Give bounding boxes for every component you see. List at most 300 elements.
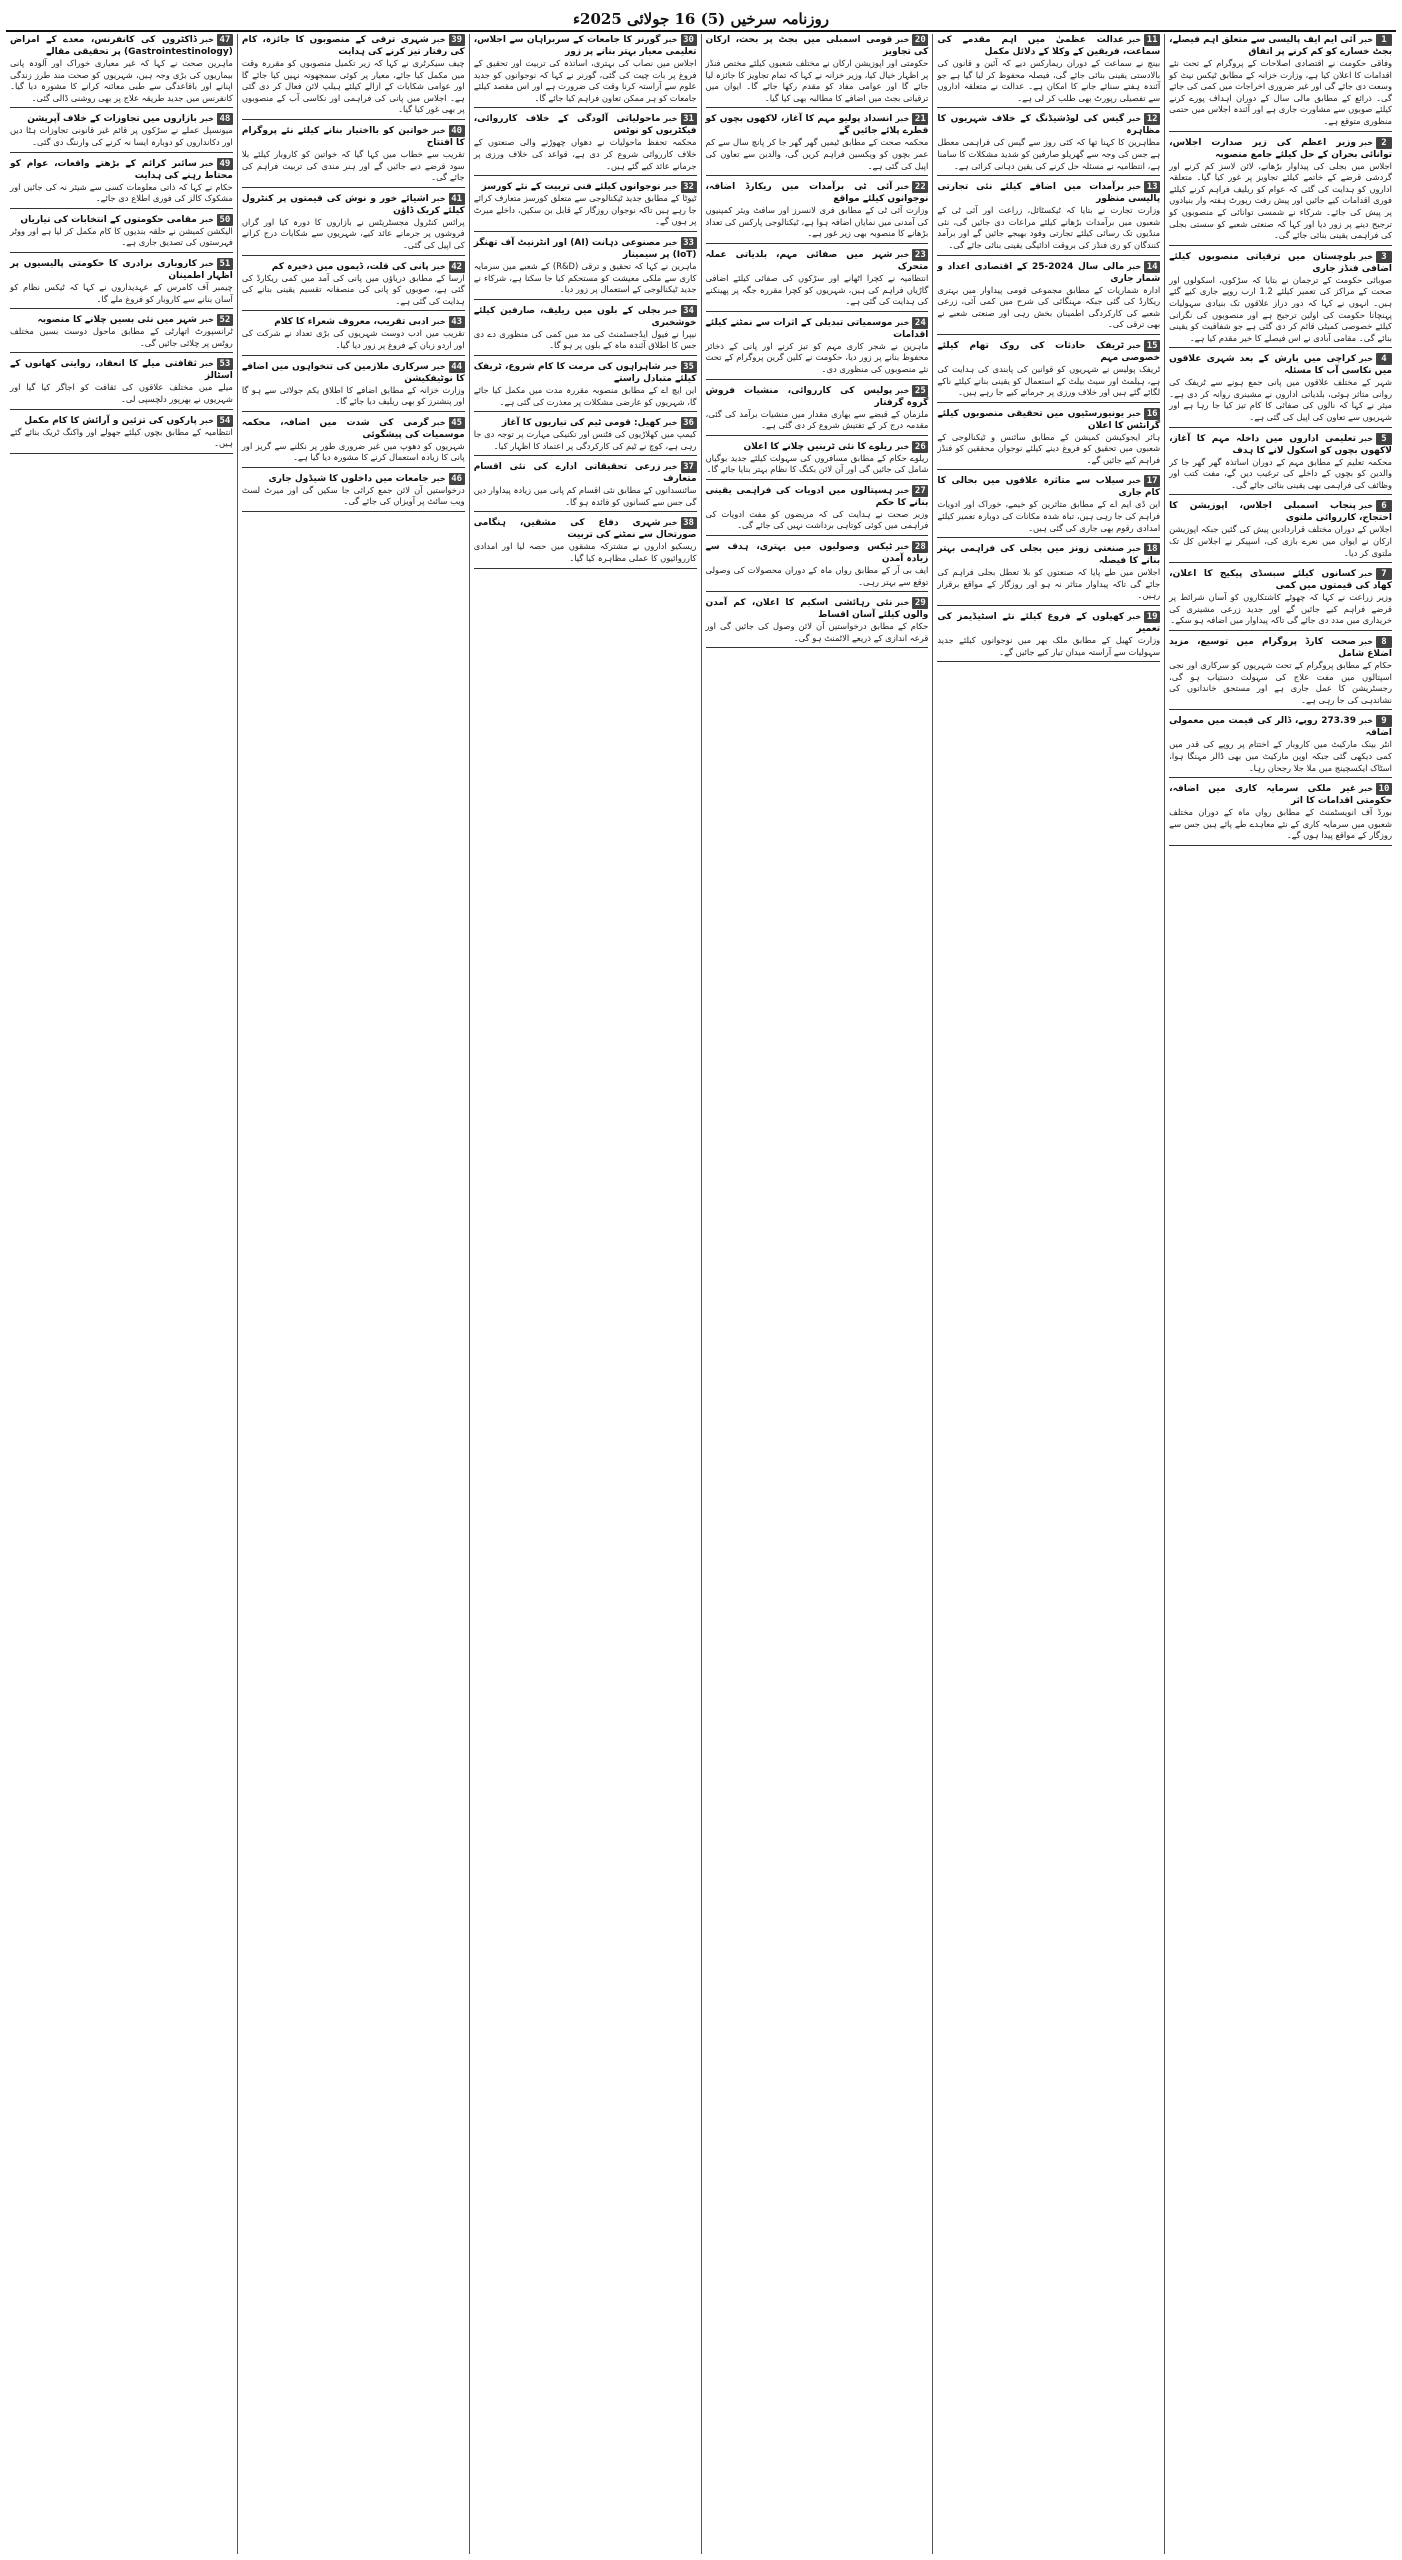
news-item-headline-text: گیس کی لوڈشیڈنگ کے خلاف شہریوں کا مظاہرہ bbox=[937, 114, 1161, 137]
news-item-body: میلے میں مختلف علاقوں کی ثقافت کو اجاگر کیا گیا اور شہریوں نے بھرپور دلچسپی لی۔ bbox=[10, 382, 233, 404]
news-item bbox=[242, 34, 465, 120]
news-item bbox=[1169, 251, 1392, 349]
news-item-number-badge: 14 bbox=[1144, 261, 1160, 273]
news-item-number-badge: 9 bbox=[1376, 715, 1392, 727]
item-divider bbox=[474, 175, 697, 176]
news-item-heading bbox=[706, 181, 929, 205]
news-item-body: حکام کے مطابق پروگرام کے تحت شہریوں کو سرکاری اور نجی اسپتالوں میں مفت علاج کی سہولت دستیاب ہو گی، رجسٹریشن کا عمل جاری ہے اور مستحق خاندانوں کی نشاندہی کی جا رہی ہے۔ bbox=[1169, 660, 1392, 705]
news-item-label: خبر bbox=[1358, 784, 1373, 794]
news-item bbox=[706, 317, 929, 380]
item-divider bbox=[242, 411, 465, 412]
news-item bbox=[474, 34, 697, 108]
news-item-body: وفاقی حکومت نے اقتصادی اصلاحات کے پروگرام کے تحت نئے اقدامات کا اعلان کیا ہے، وزارت خزانہ کے مطابق ٹیکس نیٹ کو وسعت دی جائے گی اور غیر ضروری اخراجات میں کمی کی جائے گی۔ ذرائع کے مطابق مالی سال کے دوران اہداف پورے کرنے کیلئے صوبوں سے مشاورت جاری ہے اور آئندہ اجلاس میں حتمی منظوری متوقع ہے۔ bbox=[1169, 58, 1392, 126]
news-item-label: خبر bbox=[895, 598, 910, 608]
news-item-label: خبر bbox=[895, 317, 910, 327]
news-item-headline-text: صنعتی زونز میں بجلی کی فراہمی بہتر بنانے کا فیصلہ bbox=[937, 544, 1161, 567]
news-item-headline-text: شہری ترقی کے منصوبوں کا جائزہ، کام کی رفتار تیز کرنے کی ہدایت bbox=[241, 35, 465, 57]
news-item-heading bbox=[1169, 251, 1392, 275]
news-item-heading bbox=[10, 258, 233, 282]
news-item-label: خبر bbox=[663, 35, 678, 44]
news-item-number-badge: 16 bbox=[1144, 408, 1160, 420]
item-divider bbox=[1169, 427, 1392, 428]
news-item-headline-text: ڈاکٹروں کی کانفرنس، معدے کے امراض (Gastrointestinology) پر تحقیقی مقالے bbox=[10, 35, 233, 57]
news-item-body: ٹیوٹا کے مطابق جدید ٹیکنالوجی سے متعلق کورسز متعارف کرائے جا رہے ہیں تاکہ نوجوان روزگار کے قابل بن سکیں، داخلے میرٹ پر ہوں گے۔ bbox=[473, 193, 697, 227]
news-item-label: خبر bbox=[663, 361, 678, 371]
news-item bbox=[706, 441, 929, 480]
news-item-heading bbox=[242, 361, 465, 385]
news-item-number-badge: 36 bbox=[681, 417, 697, 429]
news-item-body: ماہرین نے شجر کاری مہم کو تیز کرنے اور پانی کے ذخائر محفوظ بنانے پر زور دیا، حکومت نے کلین گرین پروگرام کے تحت نئے منصوبوں کی منظوری دی۔ bbox=[705, 340, 929, 374]
news-item-label: خبر bbox=[895, 249, 910, 259]
item-divider bbox=[706, 535, 929, 536]
news-item-number-badge: 31 bbox=[681, 113, 697, 125]
news-item-heading bbox=[242, 316, 465, 328]
news-item bbox=[1169, 137, 1392, 246]
news-item-headline-text: آئی ٹی برآمدات میں ریکارڈ اضافہ، نوجوانوں کیلئے مواقع bbox=[705, 182, 929, 205]
news-item-heading bbox=[10, 358, 233, 382]
news-item-label: خبر bbox=[199, 158, 214, 168]
news-item-headline-text: سیلاب سے متاثرہ علاقوں میں بحالی کا کام جاری bbox=[937, 476, 1161, 499]
news-item-heading bbox=[937, 543, 1160, 567]
news-item-label: خبر bbox=[1127, 340, 1142, 350]
news-item bbox=[1169, 353, 1392, 427]
news-item-heading bbox=[706, 441, 929, 453]
news-item-label: خبر bbox=[431, 317, 446, 327]
news-item-headline-text: گرمی کی شدت میں اضافہ، محکمہ موسمیات کی پیشگوئی bbox=[241, 417, 465, 440]
news-item-label: خبر bbox=[1127, 182, 1142, 192]
news-item-heading bbox=[1169, 433, 1392, 457]
item-divider bbox=[474, 299, 697, 300]
news-item-body: وزارت خزانہ کے مطابق اضافے کا اطلاق یکم جولائی سے ہو گا اور پنشنرز کو بھی ریلیف دیا جائے گا۔ bbox=[241, 384, 465, 407]
item-divider bbox=[1169, 245, 1392, 246]
news-item-number-badge: 37 bbox=[681, 461, 697, 473]
news-item-heading bbox=[1169, 137, 1392, 161]
item-divider bbox=[937, 661, 1160, 662]
news-item-headline-text: ثقافتی میلے کا انعقاد، روایتی کھانوں کے اسٹالز bbox=[10, 359, 233, 382]
news-item-label: خبر bbox=[199, 315, 214, 325]
news-item-heading bbox=[1169, 783, 1392, 807]
news-item-label: خبر bbox=[663, 518, 678, 528]
news-item bbox=[474, 237, 697, 300]
news-item bbox=[474, 417, 697, 456]
news-item-body: ماہرین نے کہا کہ تحقیق و ترقی (R&D) کے شعبے میں سرمایہ کاری سے ملکی معیشت کو مستحکم کیا جا سکتا ہے، شرکاء نے جدید ٹیکنالوجی کے استعمال پر زور دیا۔ bbox=[473, 260, 697, 295]
news-column bbox=[701, 34, 933, 2554]
news-item-headline-text: گورنر کا جامعات کے سربراہان سے اجلاس، تعلیمی معیار بہتر بنانے پر زور bbox=[473, 35, 697, 57]
news-item-number-badge: 43 bbox=[449, 316, 465, 328]
news-item-body: نیپرا نے فیول ایڈجسٹمنٹ کی مد میں کمی کی منظوری دے دی جس کا اطلاق آئندہ ماہ کے بلوں پر ہو گا۔ bbox=[473, 328, 697, 351]
item-divider bbox=[10, 152, 233, 153]
item-divider bbox=[474, 568, 697, 569]
news-item-heading bbox=[937, 611, 1160, 635]
item-divider bbox=[10, 107, 233, 108]
news-item-label: خبر bbox=[1127, 114, 1142, 124]
news-item-headline-text: موسمیاتی تبدیلی کے اثرات سے نمٹنے کیلئے اقدامات bbox=[705, 317, 929, 340]
news-item-number-badge: 32 bbox=[681, 181, 697, 193]
news-item bbox=[474, 181, 697, 232]
news-item-number-badge: 2 bbox=[1376, 137, 1392, 149]
news-item-heading bbox=[242, 473, 465, 485]
news-item-heading bbox=[706, 541, 929, 565]
news-item-number-badge: 26 bbox=[912, 441, 928, 453]
news-item-headline-text: مالی سال 2024-25 کے اقتصادی اعداد و شمار جاری bbox=[937, 261, 1161, 284]
news-item bbox=[10, 358, 233, 409]
news-item-label: خبر bbox=[895, 35, 910, 44]
news-item-heading bbox=[706, 597, 929, 621]
news-item bbox=[474, 361, 697, 412]
news-item-label: خبر bbox=[1127, 476, 1142, 486]
news-item-number-badge: 50 bbox=[217, 214, 233, 226]
news-item-body: بورڈ آف انویسٹمنٹ کے مطابق رواں ماہ کے دوران مختلف شعبوں میں سرمایہ کاری کے نئے معاہدے طے پائے ہیں جس سے روزگار کے مواقع پیدا ہوں گے۔ bbox=[1169, 807, 1392, 841]
news-item-heading bbox=[1169, 500, 1392, 524]
item-divider bbox=[937, 537, 1160, 538]
news-item-number-badge: 11 bbox=[1144, 34, 1160, 46]
news-item-headline-text: ٹریفک حادثات کی روک تھام کیلئے خصوصی مہم bbox=[937, 340, 1161, 363]
item-divider bbox=[474, 455, 697, 456]
news-item-heading bbox=[242, 193, 465, 217]
news-item-headline-text: نوجوانوں کیلئے فنی تربیت کے نئے کورسز bbox=[481, 182, 661, 193]
news-item-body: ملزمان کے قبضے سے بھاری مقدار میں منشیات برآمد کی گئی، مقدمہ درج کر کے تفتیش شروع کر دی گئی ہے۔ bbox=[705, 408, 929, 431]
news-item-label: خبر bbox=[663, 237, 678, 247]
news-item-headline-text: شہر میں صفائی مہم، بلدیاتی عملہ متحرک bbox=[705, 249, 929, 272]
item-divider bbox=[10, 252, 233, 253]
news-item-body: انٹر بینک مارکیٹ میں کاروبار کے اختتام پر روپے کی قدر میں کمی دیکھی گئی جبکہ اوپن مارکیٹ میں بھی ڈالر مہنگا ہوا، اسٹاک ایکسچینج میں ملا جلا رجحان رہا۔ bbox=[1169, 739, 1392, 773]
news-item-headline-text: شاہراہوں کی مرمت کا کام شروع، ٹریفک کیلئے متبادل راستے bbox=[473, 361, 697, 384]
news-item-headline-text: ریلوے کا نئی ٹرینیں چلانے کا اعلان bbox=[743, 441, 893, 452]
item-divider bbox=[1169, 630, 1392, 631]
item-divider bbox=[706, 175, 929, 176]
news-item-number-badge: 27 bbox=[912, 485, 928, 497]
news-item bbox=[706, 34, 929, 108]
news-item-body: محکمہ تحفظ ماحولیات نے دھواں چھوڑنے والی صنعتوں کے خلاف کارروائی شروع کر دی ہے، قواعد کی خلاف ورزی پر جرمانے عائد کیے گئے ہیں۔ bbox=[473, 137, 697, 171]
news-item-heading bbox=[474, 517, 697, 541]
news-item bbox=[474, 517, 697, 568]
news-item-heading bbox=[242, 125, 465, 149]
news-item-number-badge: 30 bbox=[681, 34, 697, 46]
news-item-label: خبر bbox=[431, 193, 446, 203]
news-item-heading bbox=[1169, 715, 1392, 739]
news-item-label: خبر bbox=[663, 418, 678, 428]
news-item-heading bbox=[937, 475, 1160, 499]
news-item-body: ارسا کے مطابق دریاؤں میں پانی کی آمد میں کمی ریکارڈ کی گئی ہے، صوبوں کو پانی کی منصفانہ تقسیم یقینی بنانے کی ہدایت کی گئی ہے۔ bbox=[241, 272, 465, 306]
news-item bbox=[10, 113, 233, 152]
news-item-number-badge: 45 bbox=[449, 417, 465, 429]
news-item-number-badge: 28 bbox=[912, 541, 928, 553]
news-item bbox=[10, 258, 233, 309]
news-item-body: چیمبر آف کامرس کے عہدیداروں نے کہا کہ ٹیکس نظام کو آسان بنانے سے کاروبار کو فروغ ملے گا۔ bbox=[10, 281, 233, 304]
news-item bbox=[937, 611, 1160, 662]
news-item-body: ریلوے حکام کے مطابق مسافروں کی سہولت کیلئے جدید بوگیاں شامل کی جائیں گی اور آن لائن بکنگ کا نظام بہتر بنایا جائے گا۔ bbox=[705, 452, 929, 475]
item-divider bbox=[706, 311, 929, 312]
news-item-number-badge: 48 bbox=[217, 113, 233, 125]
news-item-body: انتظامیہ نے کچرا اٹھانے اور سڑکوں کی صفائی کیلئے اضافی گاڑیاں فراہم کی ہیں، شہریوں کو کچرا مقررہ جگہ پر پھینکنے کی ہدایت کی گئی ہے۔ bbox=[705, 272, 929, 307]
news-item-heading bbox=[1169, 568, 1392, 592]
news-item-heading bbox=[1169, 34, 1392, 58]
news-item-headline-text: آئی ایم ایف پالیسی سے متعلق اہم فیصلے، بجٹ خسارے کو کم کرنے پر اتفاق bbox=[1169, 35, 1392, 57]
item-divider bbox=[474, 355, 697, 356]
news-item-label: خبر bbox=[1358, 501, 1373, 511]
news-item-heading bbox=[937, 34, 1160, 58]
news-item-number-badge: 35 bbox=[681, 361, 697, 373]
news-item-body: تقریب سے خطاب میں کہا گیا کہ خواتین کو کاروبار کیلئے بلا سود قرضے دیے جائیں گے اور ہنر مندی کی تربیت فراہم کی جائے گی۔ bbox=[241, 148, 465, 183]
item-divider bbox=[10, 208, 233, 209]
news-item-number-badge: 4 bbox=[1376, 353, 1392, 365]
news-item-label: خبر bbox=[199, 114, 214, 124]
news-item-headline-text: پارکوں کی تزئین و آرائش کا کام مکمل bbox=[24, 415, 197, 426]
news-item bbox=[937, 181, 1160, 255]
news-item-label: خبر bbox=[1358, 251, 1373, 261]
news-item-body: این ڈی ایم اے کے مطابق متاثرین کو خیمے، خوراک اور ادویات فراہم کی جا رہی ہیں، تباہ شدہ مکانات کی دوبارہ تعمیر کیلئے امدادی رقوم بھی جاری کی گئی ہیں۔ bbox=[937, 499, 1161, 533]
masthead-date: روزنامہ سرخیں (5) 16 جولائی 2025ء bbox=[6, 8, 1396, 32]
item-divider bbox=[242, 187, 465, 188]
news-item-body: محکمہ تعلیم کے مطابق مہم کے دوران اساتذہ گھر گھر جا کر والدین کو بچوں کے داخلے کی ترغیب دیں گے، مفت کتب اور وظائف کی فراہمی بھی یقینی بنائی جائے گی۔ bbox=[1169, 456, 1392, 490]
news-item bbox=[1169, 500, 1392, 563]
item-divider bbox=[10, 308, 233, 309]
news-item-headline-text: تعلیمی اداروں میں داخلہ مہم کا آغاز، لاکھوں بچوں کو اسکول لانے کا ہدف bbox=[1169, 433, 1392, 456]
item-divider bbox=[1169, 347, 1392, 348]
news-item-label: خبر bbox=[199, 214, 214, 224]
news-item-body: انتظامیہ کے مطابق بچوں کیلئے جھولے اور واکنگ ٹریک بنائے گئے ہیں۔ bbox=[10, 426, 233, 449]
news-item-body: میونسپل عملے نے سڑکوں پر قائم غیر قانونی تجاوزات ہٹا دیں اور دکانداروں کو دوبارہ ایسا نہ کرنے کی وارننگ دی گئی۔ bbox=[10, 125, 233, 147]
news-item-body: حکام نے کہا کہ ذاتی معلومات کسی سے شیئر نہ کی جائیں اور مشکوک کالز کی فوری اطلاع دی جائے۔ bbox=[10, 181, 233, 204]
news-item bbox=[1169, 715, 1392, 778]
news-item-headline-text: زرعی تحقیقاتی ادارے کی نئی اقسام متعارف bbox=[473, 462, 697, 485]
news-item-heading bbox=[1169, 353, 1392, 377]
news-item-body: الیکشن کمیشن نے حلقہ بندیوں کا کام مکمل کر لیا ہے اور ووٹر فہرستوں کی تصدیق جاری ہے۔ bbox=[10, 225, 233, 248]
news-item-heading bbox=[474, 361, 697, 385]
news-item-heading bbox=[706, 485, 929, 509]
news-item bbox=[937, 261, 1160, 335]
news-item-headline-text: پنجاب اسمبلی اجلاس، اپوزیشن کا احتجاج، کارروائی ملتوی bbox=[1169, 501, 1392, 524]
news-item-heading bbox=[706, 317, 929, 341]
news-item-label: خبر bbox=[431, 35, 446, 44]
news-item-number-badge: 17 bbox=[1144, 475, 1160, 487]
news-item-headline-text: 273.39 روپے، ڈالر کی قیمت میں معمولی اضافہ bbox=[1169, 716, 1392, 739]
news-item-headline-text: سرکاری ملازمین کی تنخواہوں میں اضافے کا نوٹیفکیشن bbox=[241, 361, 465, 384]
news-item-body: ادارہ شماریات کے مطابق مجموعی قومی پیداوار میں بہتری ریکارڈ کی گئی جبکہ مہنگائی کی شرح میں کمی آئی، زرعی شعبے کی کارکردگی اطمینان بخش رہی اور صنعتی شعبے نے بھی ترقی کی۔ bbox=[937, 284, 1161, 330]
news-item-headline-text: کراچی میں بارش کے بعد شہری علاقوں میں نکاسی آب کا مسئلہ bbox=[1169, 354, 1392, 377]
news-item-number-badge: 33 bbox=[681, 237, 697, 249]
news-item bbox=[706, 249, 929, 312]
item-divider bbox=[10, 453, 233, 454]
news-item-body: شہر کے مختلف علاقوں میں پانی جمع ہونے سے ٹریفک کی روانی متاثر ہوئی، بلدیاتی اداروں نے مشینری روانہ کر دی ہے۔ میئر نے کہا کہ نالوں کی صفائی کا کام تیز کیا جا رہا ہے اور شہریوں سے تعاون کی اپیل کی گئی ہے۔ bbox=[1169, 377, 1392, 423]
news-item-label: خبر bbox=[895, 182, 910, 192]
news-item-label: خبر bbox=[895, 485, 910, 495]
news-item-label: خبر bbox=[199, 359, 214, 369]
news-item-heading bbox=[706, 34, 929, 58]
news-item-headline-text: بجلی کے بلوں میں ریلیف، صارفین کیلئے خوشخبری bbox=[473, 305, 697, 328]
news-item-headline-text: جامعات میں داخلوں کا شیڈول جاری bbox=[268, 473, 429, 484]
news-item-body: کیمپ میں کھلاڑیوں کی فٹنس اور تکنیکی مہارت پر توجہ دی جا رہی ہے، کوچ نے ٹیم کی کارکردگی پر اعتماد کا اظہار کیا۔ bbox=[473, 429, 697, 451]
item-divider bbox=[1169, 131, 1392, 132]
news-item-number-badge: 22 bbox=[912, 181, 928, 193]
news-item-label: خبر bbox=[431, 125, 446, 135]
news-item bbox=[242, 473, 465, 512]
item-divider bbox=[937, 334, 1160, 335]
news-item-body: ٹریفک پولیس نے شہریوں کو قوانین کی پابندی کی ہدایت کی ہے، ہیلمٹ اور سیٹ بیلٹ کے استعمال کو یقینی بنانے کیلئے ناکے لگائے گئے ہیں اور خلاف ورزی پر جرمانے کیے جا رہے ہیں۔ bbox=[937, 363, 1161, 398]
news-item-heading bbox=[474, 113, 697, 137]
news-item-headline-text: غیر ملکی سرمایہ کاری میں اضافہ، حکومتی اقدامات کا اثر bbox=[1169, 784, 1392, 807]
news-item-number-badge: 23 bbox=[912, 249, 928, 261]
news-item-label: خبر bbox=[1127, 612, 1142, 622]
news-item-heading bbox=[1169, 636, 1392, 660]
item-divider bbox=[706, 591, 929, 592]
news-item bbox=[242, 193, 465, 256]
news-item-headline-text: شہری دفاع کی مشقیں، ہنگامی صورتحال سے نمٹنے کی تربیت bbox=[473, 518, 697, 541]
news-item-body: صوبائی حکومت کے ترجمان نے بتایا کہ سڑکوں، اسکولوں اور صحت کے مراکز کی تعمیر کیلئے 1.2 ارب روپے جاری کیے گئے ہیں۔ انہوں نے کہا کہ دور دراز علاقوں تک بنیادی سہولیات پہنچانا حکومت کی اولین ترجیح ہے اور منصوبوں کی نگرانی کیلئے خصوصی کمیٹی قائم کر دی گئی ہے جو شفافیت کو یقینی بنائے گی۔ مقامی آبادی نے اس فیصلے کا خیر مقدم کیا ہے۔ bbox=[1169, 274, 1392, 343]
news-item-label: خبر bbox=[199, 415, 214, 425]
news-item-number-badge: 34 bbox=[681, 305, 697, 317]
news-item-headline-text: سائبر کرائم کے بڑھتے واقعات، عوام کو محتاط رہنے کی ہدایت bbox=[10, 158, 233, 181]
news-item-number-badge: 51 bbox=[217, 258, 233, 270]
news-item-headline-text: اشیائے خور و نوش کی قیمتوں پر کنٹرول کیلئے کریک ڈاؤن bbox=[241, 193, 465, 216]
news-item-headline-text: ادبی تقریب، معروف شعراء کا کلام bbox=[274, 317, 429, 328]
news-item-number-badge: 53 bbox=[217, 358, 233, 370]
news-item-number-badge: 18 bbox=[1144, 543, 1160, 555]
news-item-heading bbox=[474, 237, 697, 261]
news-item-body: وزارت تجارت نے بتایا کہ ٹیکسٹائل، زراعت اور آئی ٹی کے شعبوں میں برآمدات بڑھانے کیلئے مراعات دی جائیں گی، نئی منڈیوں تک رسائی کیلئے تجارتی وفود بھیجے جائیں گے اور برآمد کنندگان کو ری فنڈز کی بروقت ادائیگی یقینی بنائی جائے گی۔ bbox=[937, 205, 1161, 250]
news-item-headline-text: عدالت عظمیٰ میں اہم مقدمے کی سماعت، فریقین کے وکلا کے دلائل مکمل bbox=[937, 35, 1161, 57]
news-item-headline-text: پولیس کی کارروائی، منشیات فروش گروہ گرفتار bbox=[705, 385, 929, 408]
news-item-label: خبر bbox=[663, 182, 678, 192]
news-item-number-badge: 13 bbox=[1144, 181, 1160, 193]
news-item-heading bbox=[474, 305, 697, 329]
news-item-heading bbox=[474, 461, 697, 485]
news-item-heading bbox=[10, 158, 233, 182]
news-item-headline-text: صحت کارڈ پروگرام میں توسیع، مزید اضلاع شامل bbox=[1169, 637, 1392, 659]
item-divider bbox=[937, 469, 1160, 470]
news-item-headline-text: بازاروں میں تجاوزات کے خلاف آپریشن bbox=[27, 114, 197, 125]
news-item-body: وزارت کھیل کے مطابق ملک بھر میں نوجوانوں کیلئے جدید سہولیات سے آراستہ میدان تیار کیے جائیں گے۔ bbox=[937, 635, 1161, 657]
news-column bbox=[237, 34, 469, 2554]
news-item bbox=[706, 113, 929, 176]
item-divider bbox=[937, 402, 1160, 403]
news-item bbox=[706, 385, 929, 436]
news-item bbox=[10, 158, 233, 209]
news-item-label: خبر bbox=[1358, 569, 1373, 579]
news-item-body: این ایچ اے کے مطابق منصوبہ مقررہ مدت میں مکمل کیا جائے گا، شہریوں کو عارضی مشکلات پر معذرت کی گئی ہے۔ bbox=[473, 384, 697, 407]
item-divider bbox=[242, 355, 465, 356]
news-item-body: وزیر صحت نے ہدایت کی کہ مریضوں کو مفت ادویات کی فراہمی میں کوئی کوتاہی برداشت نہیں کی جائے گی۔ bbox=[705, 508, 929, 531]
news-item-headline-text: انسداد پولیو مہم کا آغاز، لاکھوں بچوں کو قطرے پلائے جائیں گے bbox=[705, 114, 929, 137]
news-item-body: درخواستیں آن لائن جمع کرائی جا سکیں گی اور میرٹ لسٹ ویب سائٹ پر آویزاں کی جائے گی۔ bbox=[241, 484, 465, 507]
news-item-number-badge: 5 bbox=[1376, 433, 1392, 445]
news-item bbox=[474, 305, 697, 356]
news-item-heading bbox=[706, 385, 929, 409]
news-item bbox=[937, 475, 1160, 538]
item-divider bbox=[706, 107, 929, 108]
news-item-number-badge: 1 bbox=[1376, 34, 1392, 46]
news-item bbox=[242, 125, 465, 188]
news-item-headline-text: یونیورسٹیوں میں تحقیقی منصوبوں کیلئے گرانٹس کا اعلان bbox=[937, 408, 1161, 431]
news-item-headline-text: مقامی حکومتوں کے انتخابات کی تیاریاں bbox=[20, 214, 197, 225]
news-item-body: تقریب میں ادب دوست شہریوں کی بڑی تعداد نے شرکت کی اور اردو زبان کے فروغ پر زور دیا گیا۔ bbox=[241, 328, 465, 350]
news-item-label: خبر bbox=[1358, 137, 1373, 147]
item-divider bbox=[242, 467, 465, 468]
news-item-label: خبر bbox=[895, 385, 910, 395]
news-item-body: ماہرین صحت نے کہا کہ غیر معیاری خوراک اور آلودہ پانی بیماریوں کی بڑی وجہ ہیں، شہریوں کو صحت مند طرز زندگی اپنانے اور باقاعدگی سے طبی معائنہ کرانے کا مشورہ دیا گیا۔ کانفرنس میں جدید طریقہ علاج پر بھی روشنی ڈالی گئی۔ bbox=[10, 58, 233, 103]
news-item bbox=[937, 408, 1160, 471]
news-item-body: ٹرانسپورٹ اتھارٹی کے مطابق ماحول دوست بسیں مختلف روٹس پر چلائی جائیں گی۔ bbox=[10, 326, 233, 348]
news-item-label: خبر bbox=[431, 417, 446, 427]
news-item bbox=[937, 113, 1160, 176]
news-item-label: خبر bbox=[1358, 354, 1373, 364]
columns-container bbox=[6, 34, 1396, 2554]
item-divider bbox=[706, 479, 929, 480]
news-item-headline-text: شہر میں نئی بسیں چلانے کا منصوبہ bbox=[37, 315, 197, 326]
news-item-body: سائنسدانوں کے مطابق نئی اقسام کم پانی میں زیادہ پیداوار دیں گی جس سے کسانوں کو فائدہ ہو گا۔ bbox=[473, 485, 697, 507]
news-item-heading bbox=[474, 417, 697, 429]
item-divider bbox=[937, 605, 1160, 606]
news-item bbox=[474, 461, 697, 512]
news-item-heading bbox=[937, 408, 1160, 432]
item-divider bbox=[474, 411, 697, 412]
news-item-heading bbox=[10, 34, 233, 58]
news-column bbox=[6, 34, 237, 2554]
news-item bbox=[1169, 568, 1392, 631]
item-divider bbox=[706, 435, 929, 436]
news-item-number-badge: 3 bbox=[1376, 251, 1392, 263]
news-item-number-badge: 39 bbox=[449, 34, 465, 46]
news-item bbox=[937, 340, 1160, 403]
news-item-number-badge: 42 bbox=[449, 261, 465, 273]
item-divider bbox=[242, 119, 465, 120]
news-item-number-badge: 7 bbox=[1376, 568, 1392, 580]
news-item-number-badge: 49 bbox=[217, 158, 233, 170]
news-item-body: حکام کے مطابق درخواستیں آن لائن وصول کی جائیں گی اور قرعہ اندازی کے ذریعے الاٹمنٹ ہو گی۔ bbox=[705, 621, 929, 643]
news-item-label: خبر bbox=[1358, 716, 1373, 726]
news-item-heading bbox=[242, 417, 465, 441]
news-item-body: اجلاس کے دوران مختلف قراردادیں پیش کی گئیں جبکہ اپوزیشن ارکان نے ایوان میں نعرے بازی کی، اسپیکر نے اجلاس کل تک ملتوی کر دیا۔ bbox=[1169, 524, 1392, 558]
news-item-body: وزارت آئی ٹی کے مطابق فری لانسرز اور سافٹ ویئر کمپنیوں کی آمدنی میں نمایاں اضافہ ہوا ہے، ٹیکنالوجی پارکس کی تعداد بڑھانے کا منصوبہ بھی زیر غور ہے۔ bbox=[705, 205, 929, 239]
news-item-label: خبر bbox=[431, 473, 446, 483]
news-item-headline-text: ماحولیاتی آلودگی کے خلاف کارروائی، فیکٹریوں کو نوٹس bbox=[473, 114, 697, 137]
news-item-heading bbox=[474, 34, 697, 58]
news-item-headline-text: ٹیکس وصولیوں میں بہتری، ہدف سے زیادہ آمدن bbox=[705, 542, 929, 565]
news-item-heading bbox=[937, 181, 1160, 205]
news-item-heading bbox=[10, 314, 233, 326]
news-item-body: اجلاس میں بجلی کی پیداوار بڑھانے، لائن لاسز کم کرنے اور گردشی قرضے کے خاتمے کیلئے تجاویز پر غور کیا گیا۔ متعلقہ اداروں کو ہدایت کی گئی کہ عوام کو ریلیف فراہم کرنے کیلئے فوری اقدامات کیے جائیں اور پیش رفت رپورٹ ہفتہ وار بنیادوں پر پیش کی جائے۔ شرکاء نے شمسی توانائی کے منصوبوں کو ترجیح دینے پر زور دیا اور کہا کہ صنعتی شعبے کو سستی بجلی کی فراہمی یقینی بنائی جائے گی۔ bbox=[1169, 160, 1392, 241]
news-item-body: اجلاس میں نصاب کی بہتری، اساتذہ کی تربیت اور تحقیق کے فروغ پر بات چیت کی گئی، گورنر نے کہا کہ نوجوانوں کو جدید علوم سے آراستہ کرنا وقت کی ضرورت ہے اور اس مقصد کیلئے جامعات کو ہر ممکن تعاون فراہم کیا جائے گا۔ bbox=[473, 58, 697, 103]
item-divider bbox=[242, 255, 465, 256]
news-item-heading bbox=[937, 340, 1160, 364]
news-item bbox=[1169, 433, 1392, 496]
news-item-headline-text: خواتین کو بااختیار بنانے کیلئے نئے پروگرام کا افتتاح bbox=[241, 125, 465, 148]
news-item-body: حکومتی اور اپوزیشن ارکان نے مختلف شعبوں کیلئے مختص فنڈز پر اظہار خیال کیا، وزیر خزانہ نے کہا کہ تمام تجاویز کا جائزہ لیا جائے گا اور عوامی مفاد کو مقدم رکھا جائے گا۔ ایوان میں ترقیاتی بجٹ میں اضافے کا مطالبہ بھی کیا گیا۔ bbox=[705, 58, 929, 103]
item-divider bbox=[1169, 777, 1392, 778]
news-item-headline-text: پانی کی قلت، ڈیموں میں ذخیرہ کم bbox=[271, 261, 429, 272]
news-item-number-badge: 41 bbox=[449, 193, 465, 205]
news-item bbox=[706, 541, 929, 592]
item-divider bbox=[937, 107, 1160, 108]
news-item-label: خبر bbox=[663, 462, 678, 472]
item-divider bbox=[10, 409, 233, 410]
news-item bbox=[10, 415, 233, 454]
news-item bbox=[242, 316, 465, 355]
news-item-heading bbox=[706, 113, 929, 137]
news-item-label: خبر bbox=[431, 361, 446, 371]
news-item-label: خبر bbox=[1358, 433, 1373, 443]
news-item-heading bbox=[10, 415, 233, 427]
news-item-number-badge: 12 bbox=[1144, 113, 1160, 125]
news-item-number-badge: 47 bbox=[217, 34, 233, 46]
news-item-label: خبر bbox=[1127, 261, 1142, 271]
news-item-number-badge: 21 bbox=[912, 113, 928, 125]
news-item-number-badge: 52 bbox=[217, 314, 233, 326]
news-item-body: ہائر ایجوکیشن کمیشن کے مطابق سائنس و ٹیکنالوجی کے شعبوں میں تحقیق کو فروغ دینے کیلئے نوجوان محققین کو فنڈز فراہم کیے جائیں گے۔ bbox=[937, 431, 1161, 465]
item-divider bbox=[706, 647, 929, 648]
news-item-headline-text: ہسپتالوں میں ادویات کی فراہمی یقینی بنانے کا حکم bbox=[705, 485, 929, 508]
news-column bbox=[1164, 34, 1396, 2554]
